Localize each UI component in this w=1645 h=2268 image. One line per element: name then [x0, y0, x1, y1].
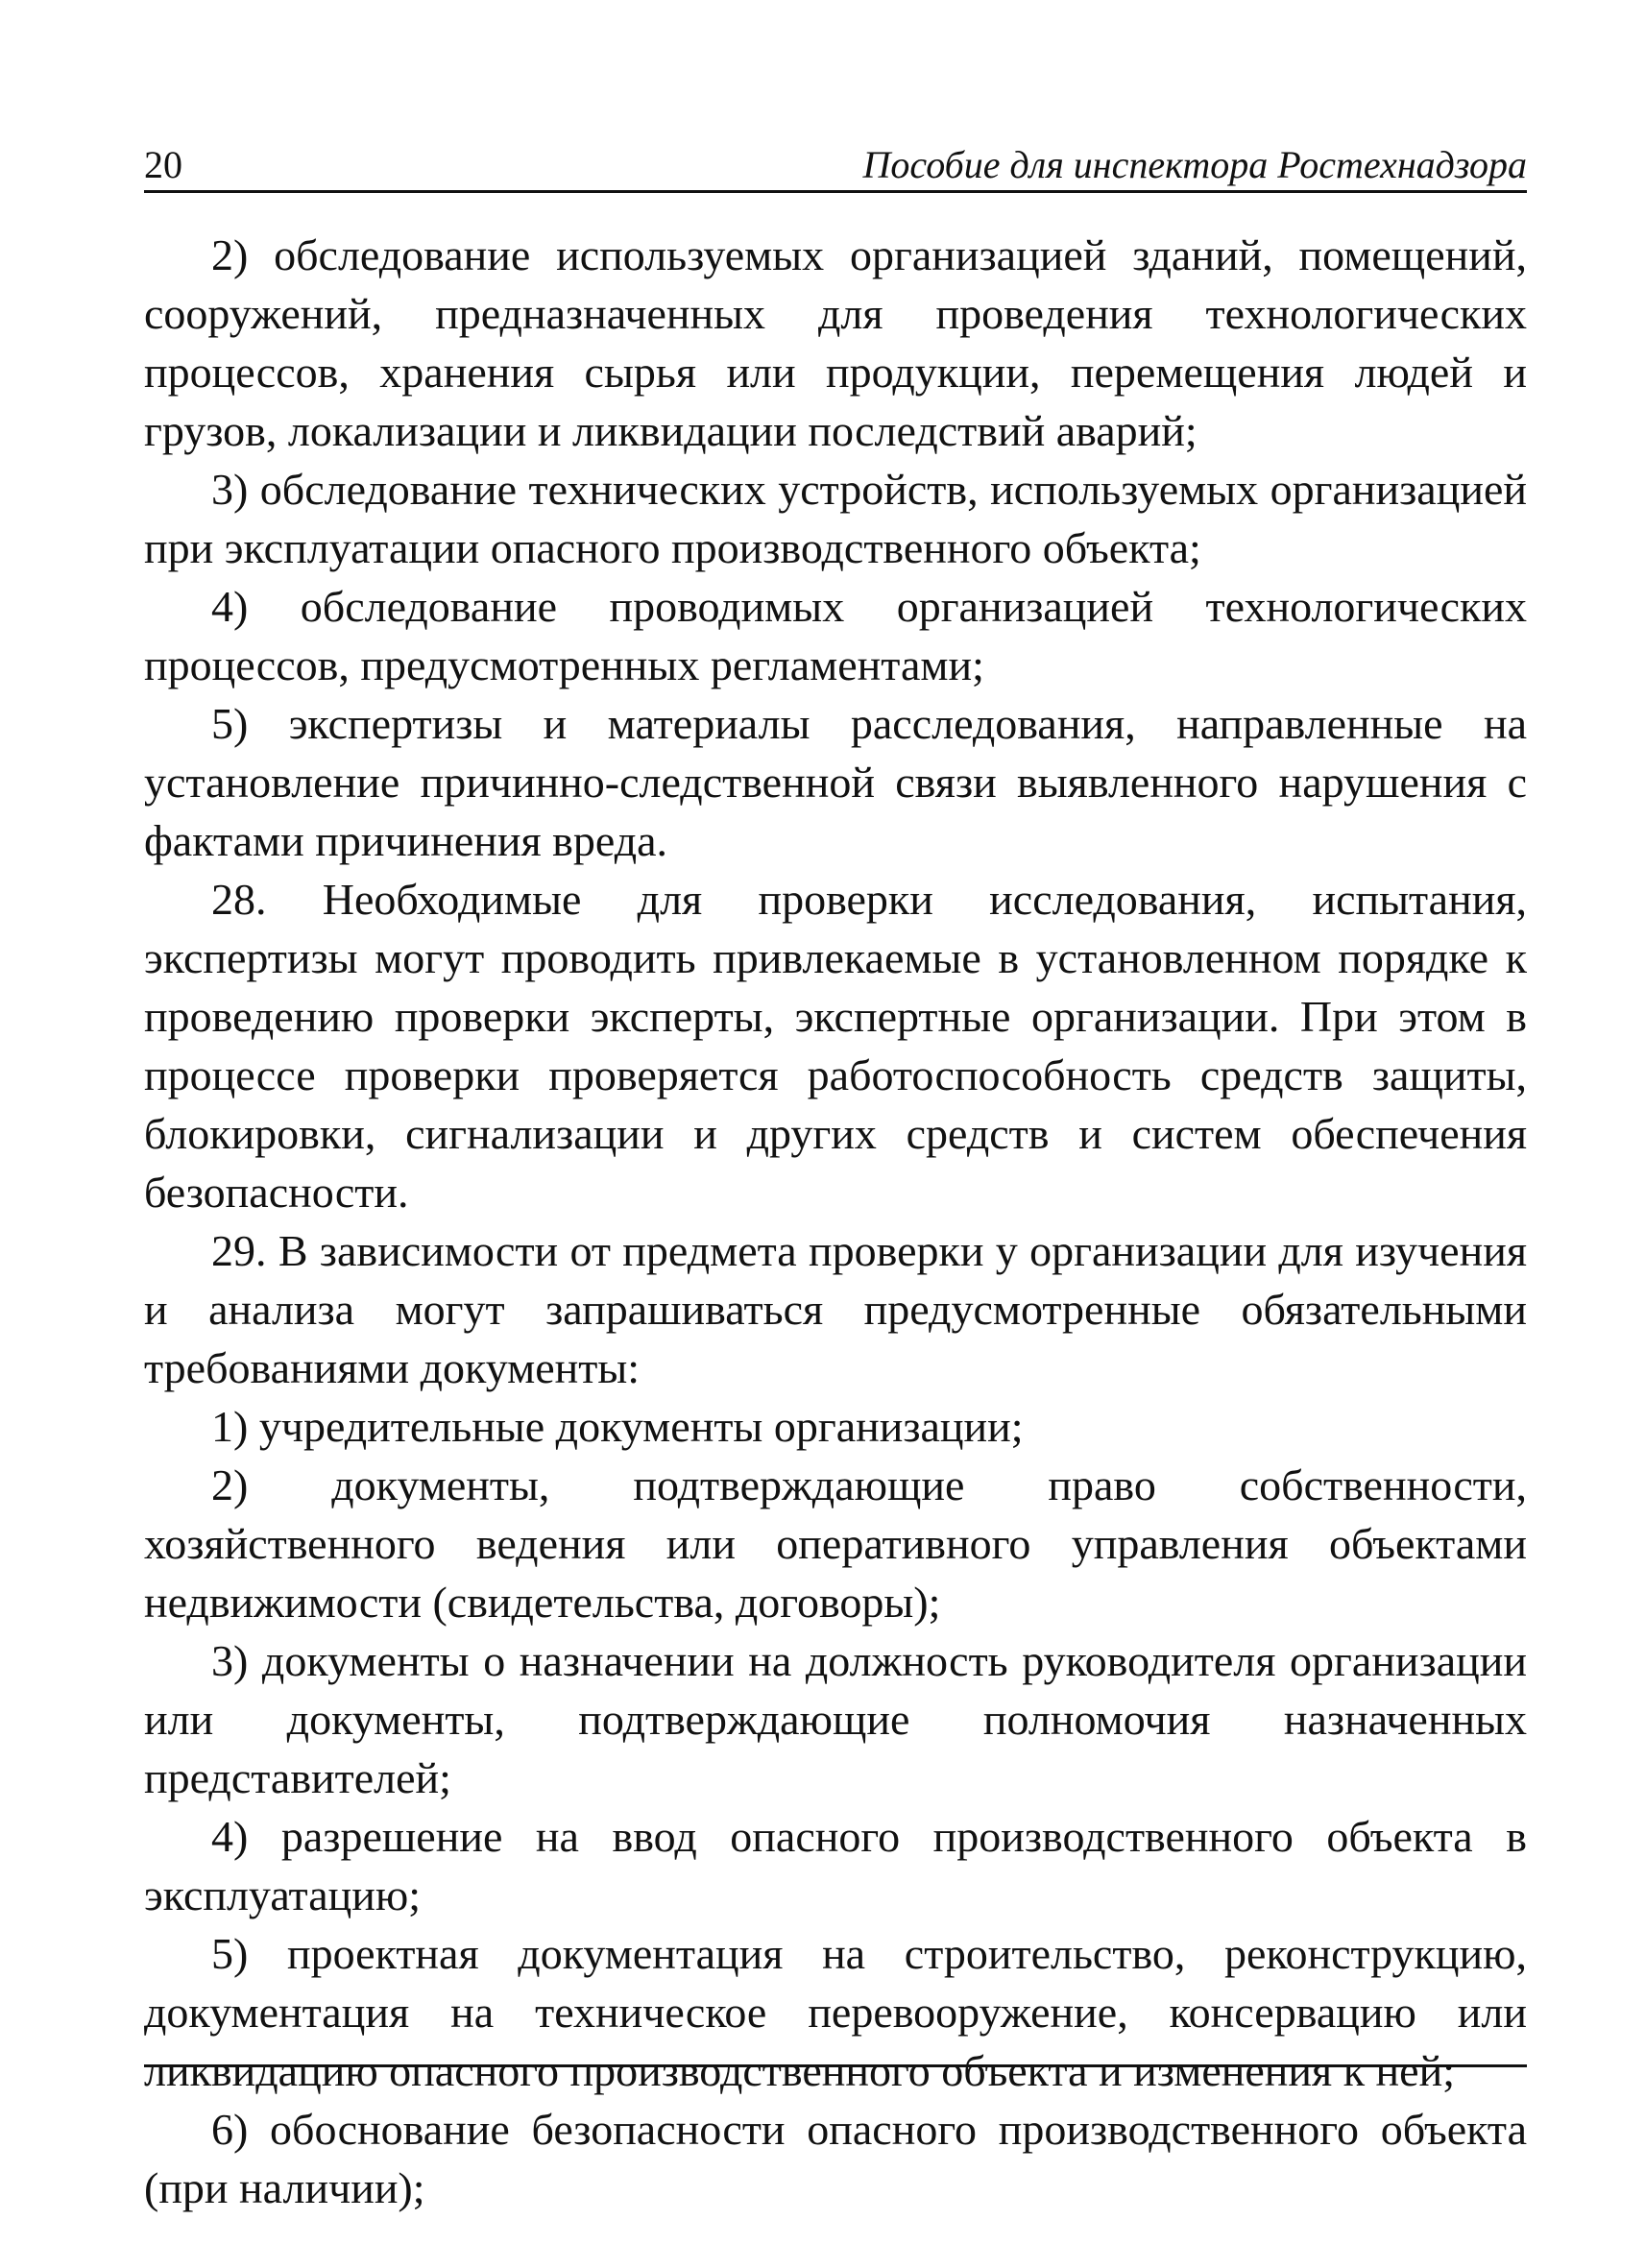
paragraph-2: 3) обследование технических устройств, используемых организацией при эксплуатации опасного производственного объекта; [144, 465, 1527, 572]
paragraph-4: 5) экспертизы и материалы расследования, направленные на установление причинно-следственной связи выявленного нарушения с фактами причинения вреда. [144, 699, 1527, 865]
paragraph-3: 4) обследование проводимых организацией технологических процессов, предусмотренных регламентами; [144, 582, 1527, 689]
paragraph-11: 5) проектная документация на строительство, реконструкцию, документация на техническое перевооружение, консервацию или ликвидацию опасного производственного объекта и изменения к ней; [144, 1929, 1527, 2095]
paragraph-8: 2) документы, подтверждающие право собственности, хозяйственного ведения или оперативного управления объектами недвижимости (свидетельства, договоры); [144, 1460, 1527, 1627]
body-text [144, 226, 1527, 2217]
document-page [144, 144, 1527, 2217]
paragraph-6: 29. В зависимости от предмета проверки у организации для изучения и анализа могут запрашиваться предусмотренные обязательными требованиями документы: [144, 1226, 1527, 1392]
paragraph-7: 1) учредительные документы организации; [211, 1402, 1024, 1451]
footer-rule [144, 2064, 1527, 2067]
paragraph-10: 4) разрешение на ввод опасного производственного объекта в эксплуатацию; [144, 1812, 1527, 1919]
paragraph-1: 2) обследование используемых организацией зданий, помещений, сооружений, предназначенных для проведения технологических процессов, хранения сырья или продукции, перемещения людей и грузов, локализации и ликвидации последствий аварий; [144, 230, 1527, 455]
header-title: Пособие для инспектора Ростехнадзора [862, 143, 1527, 186]
paragraph-12: 6) обоснование безопасности опасного производственного объекта (при наличии); [144, 2105, 1527, 2212]
page-number: 20 [144, 143, 182, 186]
paragraph-9: 3) документы о назначении на должность руководителя организации или документы, подтверждающие полномочия назначенных представителей; [144, 1636, 1527, 1802]
running-header [144, 144, 1527, 193]
paragraph-5: 28. Необходимые для проверки исследования, испытания, экспертизы могут проводить привлекаемые в установленном порядке к проведению проверки эксперты, экспертные организации. При этом в процессе проверки проверяется работоспособность средств защиты, блокировки, сигнализации и других средств и систем обеспечения безопасности. [144, 875, 1527, 1217]
